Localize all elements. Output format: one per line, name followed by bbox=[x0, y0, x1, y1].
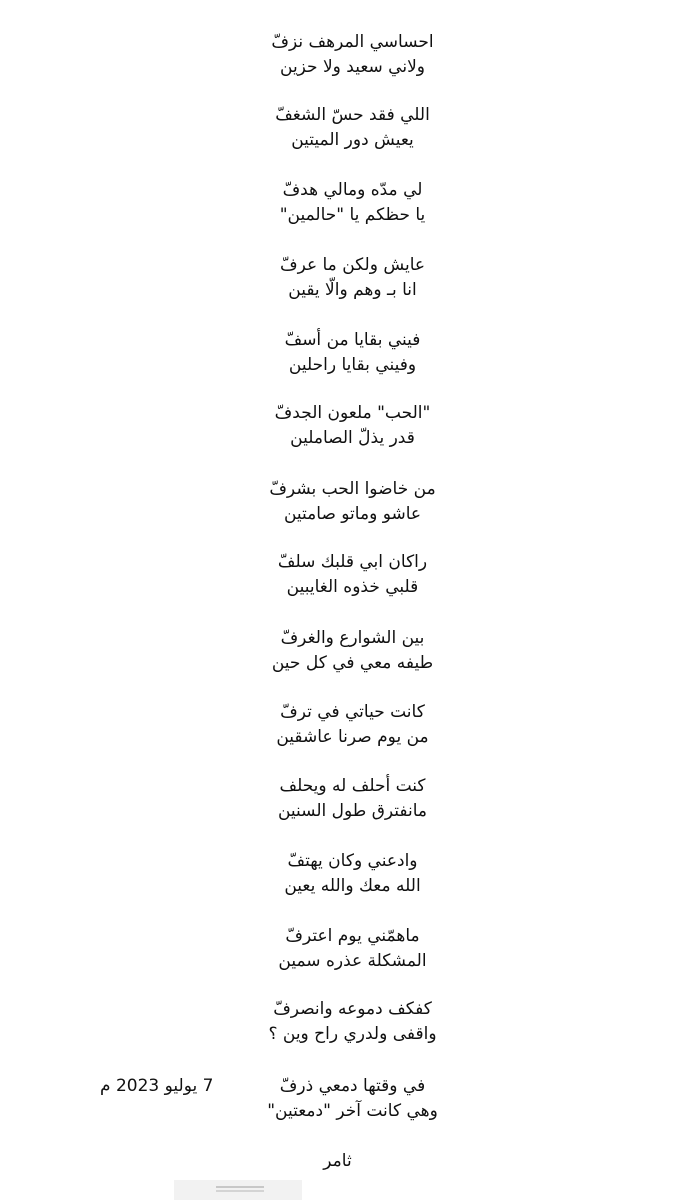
verse-line: كنت أحلف له ويحلف bbox=[279, 776, 426, 796]
verse-line: قدر يذلّ الصاملين bbox=[290, 428, 415, 448]
verse-line: قلبي خذوه الغايبين bbox=[286, 577, 419, 597]
verse-line: لي مدّه ومالي هدفّ bbox=[282, 180, 423, 200]
watermark-text-mark bbox=[216, 1186, 264, 1188]
verse-line: من يوم صرنا عاشقين bbox=[276, 727, 429, 747]
stanza-7 bbox=[0, 477, 675, 527]
stanza-6 bbox=[0, 401, 675, 451]
stanza-4 bbox=[0, 253, 675, 303]
signature: ثامر bbox=[323, 1151, 352, 1171]
verse-line: ماهمّني يوم اعترفّ bbox=[285, 926, 420, 946]
stanza-12 bbox=[0, 849, 675, 899]
verse-line: عايش ولكن ما عرفّ bbox=[279, 255, 426, 275]
verse-line: في وقتها دمعي ذرفّ bbox=[279, 1076, 426, 1096]
stanza-13 bbox=[0, 924, 675, 974]
verse-line: يعيش دور الميتين bbox=[291, 130, 414, 150]
verse-line: بين الشوارع والغرفّ bbox=[280, 628, 425, 648]
verse-line: عاشو وماتو صامتين bbox=[283, 504, 422, 524]
verse-line: ولاني سعيد ولا حزين bbox=[280, 57, 425, 77]
verse-line: وهي كانت آخر "دمعتين" bbox=[267, 1101, 438, 1121]
verse-line: من خاضوا الحب بشرفّ bbox=[269, 479, 436, 499]
stanza-10 bbox=[0, 700, 675, 750]
stanza-8 bbox=[0, 550, 675, 600]
stanza-14 bbox=[0, 997, 675, 1047]
stanza-3 bbox=[0, 178, 675, 228]
verse-line: احساسي المرهف نزفّ bbox=[271, 32, 434, 52]
stanza-2 bbox=[0, 103, 675, 153]
stanza-11 bbox=[0, 774, 675, 824]
verse-line: المشكلة عذره سمين bbox=[278, 951, 427, 971]
verse-line: مانفترق طول السنين bbox=[277, 801, 428, 821]
stanza-1 bbox=[0, 30, 675, 80]
stanza-9 bbox=[0, 626, 675, 676]
verse-line: يا حظكم يا "حالمين" bbox=[279, 205, 426, 225]
verse-line: اللي فقد حسّ الشغفّ bbox=[275, 105, 430, 125]
verse-line: فيني بقايا من أسفّ bbox=[284, 330, 421, 350]
footer-watermark-strip bbox=[174, 1180, 302, 1200]
verse-line: واقفى ولدري راح وين ؟ bbox=[268, 1024, 437, 1044]
verse-line: وادعني وكان يهتفّ bbox=[287, 851, 418, 871]
stanza-5 bbox=[0, 328, 675, 378]
verse-line: راكان ابي قلبك سلفّ bbox=[277, 552, 428, 572]
date-label: 7 يوليو 2023 م bbox=[100, 1076, 214, 1096]
verse-line: كانت حياتي في ترفّ bbox=[280, 702, 425, 722]
verse-line: كفكف دموعه وانصرفّ bbox=[273, 999, 432, 1019]
verse-line: وفيني بقايا راحلين bbox=[288, 355, 417, 375]
verse-line: الله معك والله يعين bbox=[284, 876, 421, 896]
verse-line: "الحب" ملعون الجدفّ bbox=[274, 403, 431, 423]
verse-line: انا بـ وهم والّا يقين bbox=[288, 280, 417, 300]
verse-line: طيفه معي في كل حين bbox=[271, 653, 434, 673]
